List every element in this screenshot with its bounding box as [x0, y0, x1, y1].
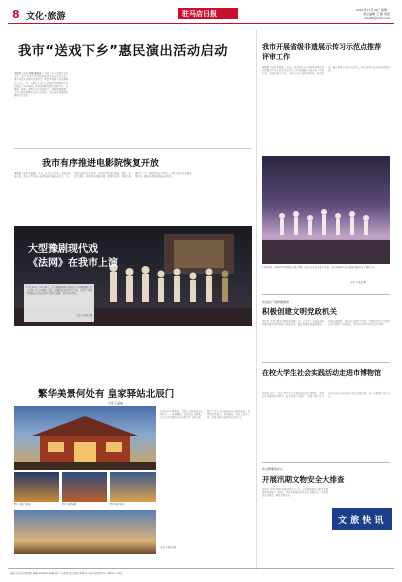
- gate-title: 繁华美景何处有 皇家驿站北辰门: [38, 389, 175, 400]
- cinema-title: 我市有序推进电影院恢复开放: [42, 159, 160, 169]
- gate-thumb-2: [62, 472, 107, 502]
- relics-caption-text: 11月10日，2022年中国农民丰收节暨驻马店市第十届文化节开幕，来自各县区的文艺演出团体带来了精彩节目。: [262, 266, 378, 269]
- header-email: zmdrb@163.com: [364, 16, 390, 20]
- museum-text: 本报讯 近日，在校大学生社会实践活动走进市博物馆。同学们在讲解员的带领下，依次参观了各展厅，详细了解了驻马店悠久的历史文化和丰富的文物资源，进一步增强了文化自信。: [262, 392, 390, 399]
- museum-title: 在校大学生社会实践活动走进市博物馆: [262, 369, 381, 377]
- gate-body: [160, 410, 250, 494]
- gate-illustration: [14, 406, 156, 470]
- masthead-box: [178, 8, 238, 19]
- safety-body: [262, 488, 328, 532]
- lead-title: 我市“送戏下乡”惠民演出活动启动: [18, 44, 228, 59]
- gate-text: 北辰门位于驿城区，是我市文化旅游重点项目之一。夜幕降临，北辰门灯火璀璨，古色古香的建筑在灯光映衬下美轮美奂，吸引了众多市民和游客前来观光游览。景区集文化展示、休闲娱乐、特色美食于一体，已成为我市夜间经济的新亮点。: [160, 410, 250, 420]
- relics-photo-caption: [262, 266, 390, 280]
- header-rule: [8, 23, 394, 24]
- party-body: [262, 320, 390, 352]
- lead-body-3: [129, 72, 184, 146]
- gate-photo-bottom: [14, 510, 156, 554]
- relics-credit: 记者 王晶晶 摄: [350, 281, 366, 284]
- footer-rule: [8, 568, 394, 569]
- cinema-body: [14, 172, 252, 222]
- museum-body: [262, 392, 390, 456]
- gate-caption-3: 图3 游客观光: [110, 503, 125, 506]
- right-divider-3: [262, 462, 390, 463]
- safety-title: 开展汛期文物安全大排查: [262, 475, 345, 484]
- gate-photo-main: [14, 406, 156, 470]
- masthead-text: 驻马店日报: [182, 9, 217, 18]
- header-editor: 责任编辑 王 静 电话: [363, 12, 390, 16]
- gate-caption-2: 图2 古建筑群: [62, 503, 77, 506]
- lead-body-1: [14, 72, 68, 146]
- lead-byline: 本报讯（记者 刘畅 通讯员 ）: [14, 72, 45, 75]
- opera-caption: 11月10日、12月9日，由市豫剧团精心创排的大型豫剧现代戏《法网》在市区剧院上演。该剧以法治宣传为主线，讲述了基层干部群众在普法过程中的感人故事，深受观众喜爱。: [26, 286, 92, 296]
- gate-credit: 记者 王晶晶 摄: [160, 546, 176, 549]
- relics-body: [262, 66, 390, 158]
- opera-photo: [14, 226, 252, 326]
- party-kicker: 市文化广电和旅游局: [262, 300, 290, 304]
- gate-byline: 记者 王晶晶: [108, 401, 123, 405]
- opera-title-line2: 《法网》在我市上演: [28, 258, 118, 269]
- safety-kicker: 市文物事务中心: [262, 467, 284, 471]
- relics-photo: [262, 156, 390, 264]
- party-title: 积极创建文明党政机关: [262, 307, 337, 316]
- gate-thumb-1: [14, 472, 59, 502]
- lead-body: 为进一步丰富群众文化生活，我市“送戏下乡”惠民演出活动日前正式启动。演出将深入各县区乡镇村庄，把优秀戏曲节目送到群众家门口，让广大群众在家门口就能欣赏到精彩的文艺演出。活动期间，各演出团体将精心编排节目，以豫剧、曲剧、越调等地方戏曲为主，同时穿插歌舞、小品等群众喜闻乐见的艺术形式，切实满足基层群众精神文化需求。: [14, 72, 68, 98]
- party-text: 本报讯 为深入推进文明单位创建工作，市文化广电和旅游局积极开展文明党政机关创建活动，通过加强思想道德建设、开展志愿服务、优化窗口服务等举措，不断提升机关文明程度和干部职工文明素养，努力营造风清气正的良好氛围。: [262, 320, 390, 327]
- right-column-divider: [256, 30, 257, 570]
- opera-title-line1: 大型豫剧现代戏: [28, 244, 98, 255]
- cinema-text: 日前，记者从市文化广电和旅游局获悉，我市在严格落实疫情防控措施的前提下，有序推进电影院恢复开放。各影院严格执行限流、预约、错峰等要求，做好观众体温检测、健康码查验、场所消毒通风等工作，确保观众安全观影。市相关部门将加强督导检查，确保各项防控措施落实到位。: [14, 172, 192, 179]
- lead-divider: [14, 148, 252, 149]
- opera-caption-box: [24, 284, 94, 322]
- page-number: 8: [12, 8, 20, 21]
- dancers-illustration: [262, 156, 390, 264]
- right-divider-2: [262, 362, 390, 363]
- safety-text: 本报讯 为切实做好汛期文物安全工作，市文物事务中心组织开展汛期文物安全大排查，对各文物保护单位进行全面检查，及时消除安全隐患，确保文物安全。: [262, 488, 328, 498]
- gate-caption-1: 图1 北辰门夜景: [14, 503, 31, 506]
- opera-credit: 记者 王晶晶 摄: [76, 314, 92, 317]
- brief-body: [332, 532, 392, 562]
- page-header: [8, 8, 394, 22]
- relics-title: 我市开展省级非遗展示传习示范点推荐评审工作: [262, 43, 381, 61]
- lead-body-4: [187, 72, 242, 146]
- cinema-byline: 本报讯（记者 王晶晶）: [14, 172, 38, 175]
- relics-byline: 本报讯（记者 王晶晶 ）: [262, 66, 287, 69]
- lead-body-2: [71, 72, 126, 146]
- header-date: 2022年11月14日 星期一: [355, 8, 390, 12]
- section-title: 文化·旅游: [26, 12, 66, 22]
- right-divider-1: [262, 294, 390, 295]
- footer-text: 地址 驻马店市驿城区 邮编 463000 新闻热线 广告热线 发行热线 印刷 驻马店日报印务中心 零售价 1.00元: [10, 572, 123, 575]
- brief-box-label: 文 旅 快 讯: [338, 516, 384, 526]
- gate-thumb-3: [110, 472, 156, 502]
- brief-box: [332, 508, 392, 530]
- relics-text: 日前，我市组织专家对各县区推荐的非遗展示传习示范点进行评审。评审组通过实地查看、听取汇报、查阅资料等方式，对各示范点的传承场所、传承活动、展示效果等进行综合评定，推荐优秀示范点参加省级评选。: [262, 66, 390, 76]
